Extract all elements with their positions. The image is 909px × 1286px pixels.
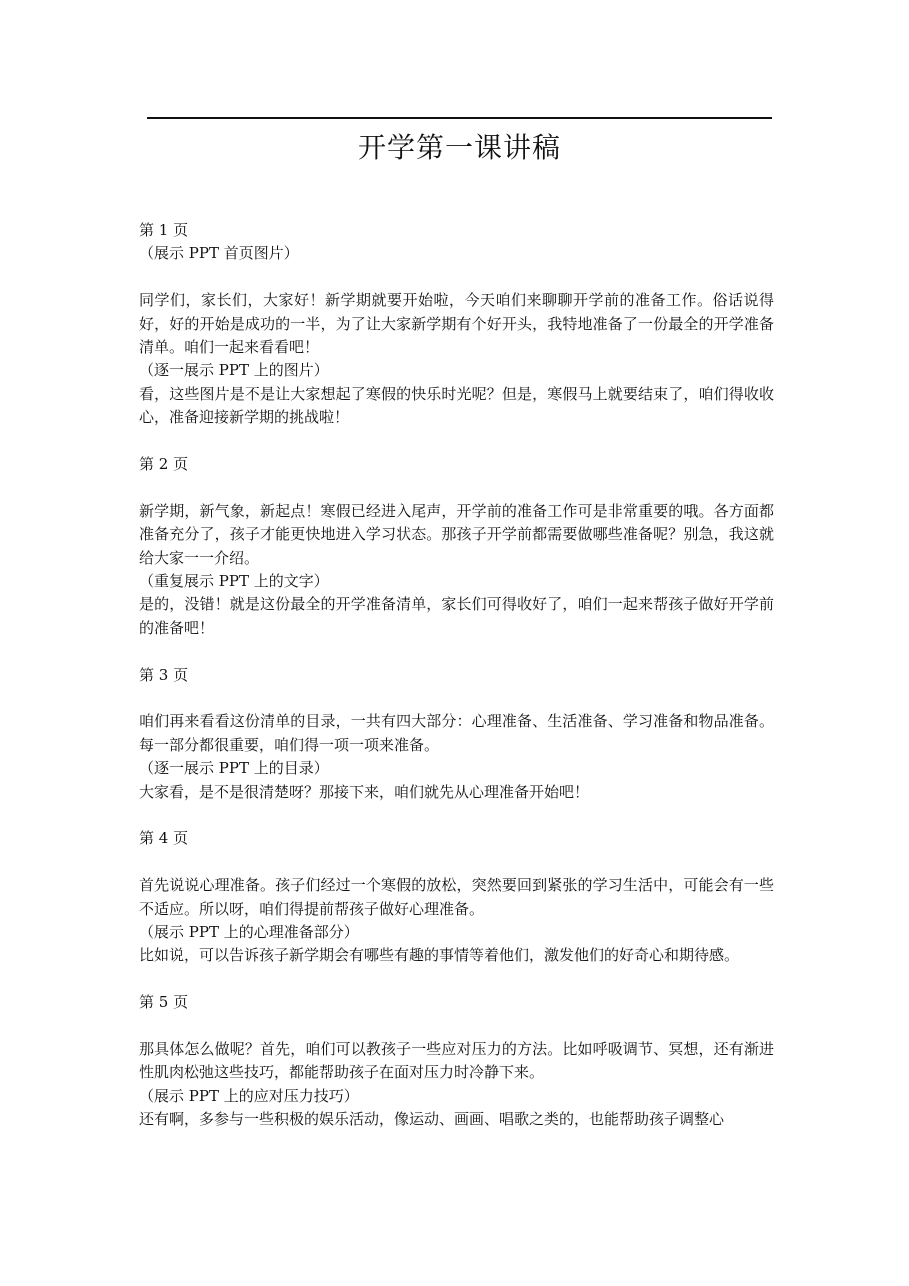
blank-line [139, 851, 774, 874]
page-heading: 第 2 页 [139, 455, 189, 474]
paragraph: 同学们，家长们，大家好！新学期就要开始啦，今天咱们来聊聊开学前的准备工作。俗话说得好，好的开始是成功的一半，为了让大家新学期有个好开头，我特地准备了一份最全的开学准备清单。咱们一起来看看吧！ [139, 291, 774, 357]
blank-line [139, 430, 774, 453]
stage-direction: （展示 PPT 上的应对压力技巧） [139, 1086, 359, 1105]
page-heading: 第 3 页 [139, 665, 189, 684]
paragraph: 看，这些图片是不是让大家想起了寒假的快乐时光呢？但是，寒假马上就要结束了，咱们得收收心，准备迎接新学期的挑战啦！ [139, 384, 774, 427]
blank-line [139, 266, 774, 289]
page-heading: 第 1 页 [139, 221, 189, 239]
paragraph: 咱们再来看看这份清单的目录，一共有四大部分：心理准备、生活准备、学习准备和物品准备。每一部分都很重要，咱们得一项一项来准备。 [139, 712, 774, 754]
paragraph: 是的，没错！就是这份最全的开学准备清单，家长们可得收好了，咱们一起来帮孩子做好开学前的准备吧！ [139, 595, 774, 637]
title-rule [147, 117, 772, 119]
paragraph: 新学期，新气象，新起点！寒假已经进入尾声，开学前的准备工作可是非常重要的哦。各方面都准备充分了，孩子才能更快地进入学习状态。那孩子开学前都需要做哪些准备呢？别急，我这就给大家一一介绍。 [139, 501, 774, 567]
document-body [139, 219, 774, 1132]
page-heading: 第 5 页 [139, 993, 189, 1012]
paragraph: 比如说，可以告诉孩子新学期会有哪些有趣的事情等着他们，激发他们的好奇心和期待感。 [139, 946, 740, 965]
stage-direction: （逐一展示 PPT 上的图片） [139, 361, 329, 380]
stage-direction: （逐一展示 PPT 上的目录） [139, 759, 329, 778]
blank-line [139, 640, 774, 663]
stage-direction: （展示 PPT 上的心理准备部分） [139, 923, 359, 942]
blank-line [139, 804, 774, 827]
paragraph: 首先说说心理准备。孩子们经过一个寒假的放松，突然要回到紧张的学习生活中，可能会有一些不适应。所以呀，咱们得提前帮孩子做好心理准备。 [139, 876, 774, 918]
paragraph: 那具体怎么做呢？首先，咱们可以教孩子一些应对压力的方法。比如呼吸调节、冥想，还有渐进性肌肉松弛这些技巧，都能帮助孩子在面对压力时冷静下来。 [139, 1040, 774, 1082]
paragraph: 大家看，是不是很清楚呀？那接下来，咱们就先从心理准备开始吧！ [139, 782, 590, 801]
blank-line [139, 1015, 774, 1038]
stage-direction: （展示 PPT 首页图片） [139, 244, 299, 263]
paragraph: 还有啊，多参与一些积极的娱乐活动，像运动、画画、唱歌之类的，也能帮助孩子调整心 [139, 1110, 725, 1129]
blank-line [139, 968, 774, 991]
stage-direction: （重复展示 PPT 上的文字） [139, 572, 329, 591]
document-title: 开学第一课讲稿 [357, 131, 561, 164]
page-heading: 第 4 页 [139, 829, 189, 848]
blank-line [139, 476, 774, 499]
blank-line [139, 687, 774, 710]
